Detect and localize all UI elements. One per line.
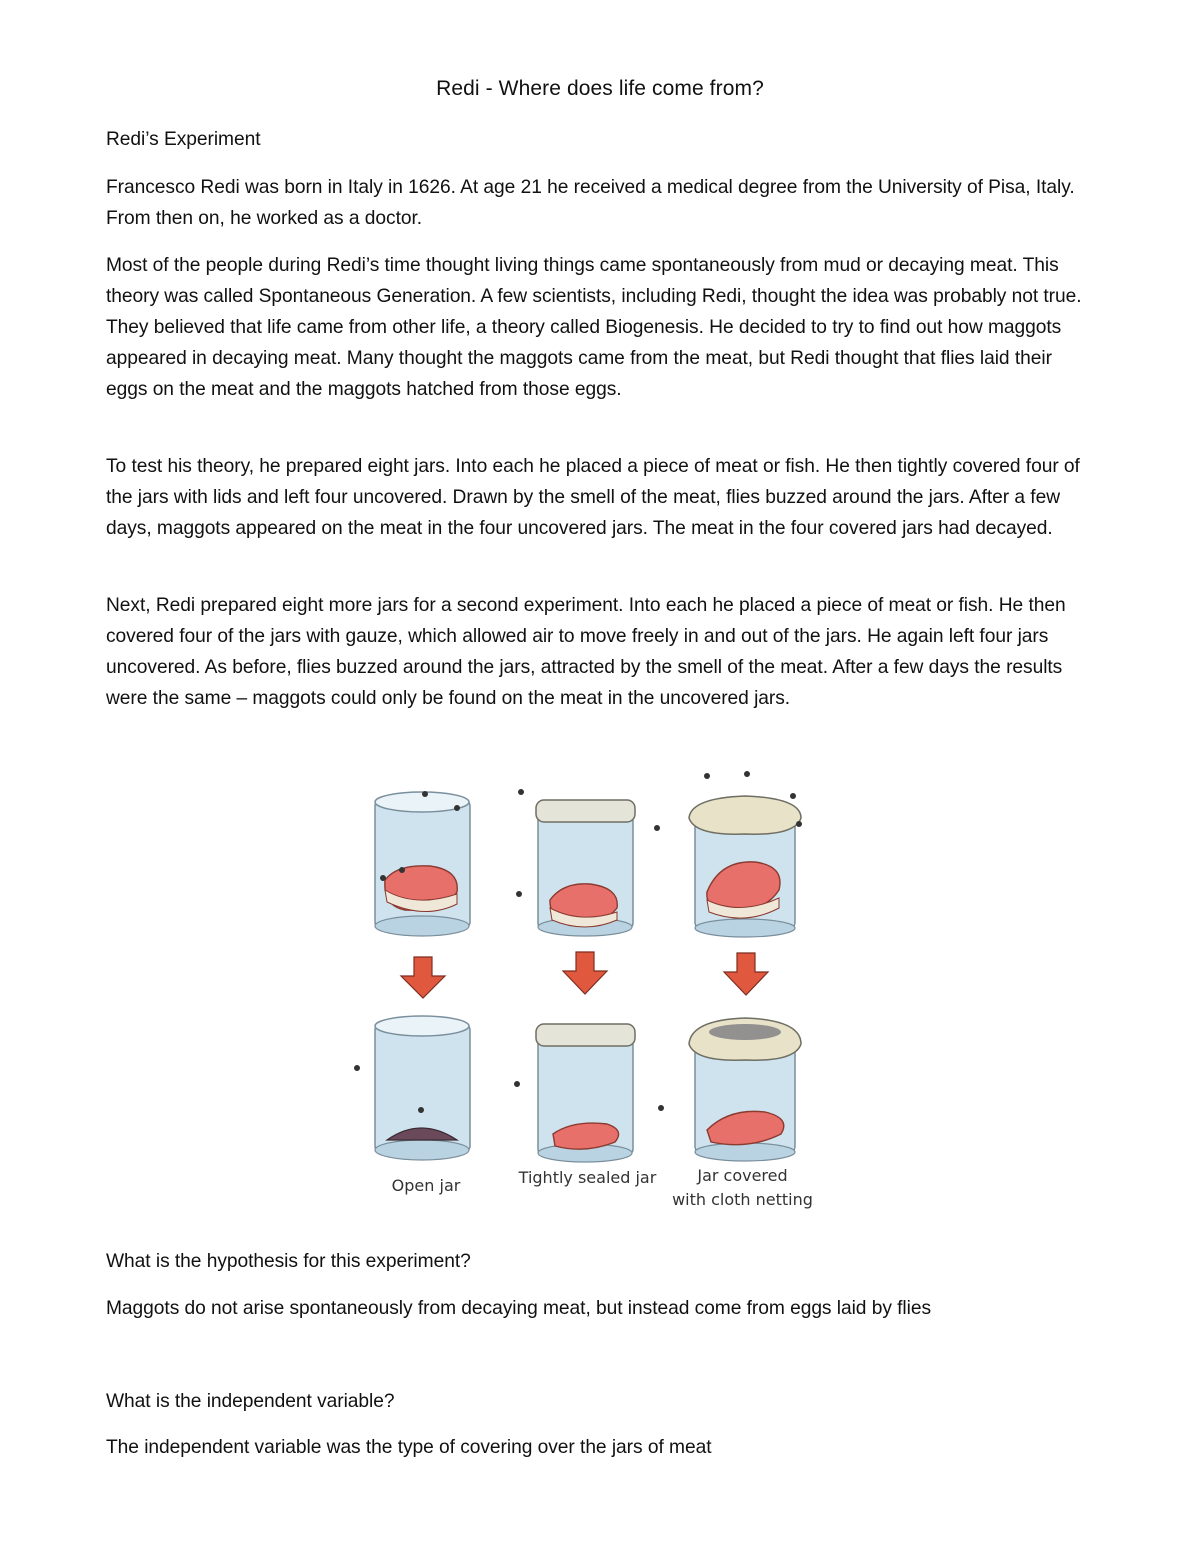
paragraph-text: Most of the people during Redi’s time thought living things came spontaneously from mud or decaying meat. This theory was called Spontaneous Generation. A few scientists, including Redi, thought the idea was probably not true. They believed that life came from other life, a theory called Biogenesis. He decided to try to find out how maggots appeared in decaying meat. Many thought the maggots came from the meat, but Redi thought that flies laid their eggs on the meat and the maggots hatched from those eggs. — [106, 255, 1082, 400]
open-jar-top — [375, 792, 470, 936]
down-arrow-icon — [563, 952, 607, 994]
question-independent-variable: What is the independent variable? — [106, 1391, 395, 1412]
lid-icon — [536, 800, 635, 822]
caption-cloth-jar-line1: Jar covered — [697, 1166, 788, 1185]
paragraph-4 — [106, 590, 1096, 714]
eggs-icon — [709, 1024, 781, 1040]
caption-open-jar: Open jar — [391, 1176, 461, 1195]
paragraph-3 — [106, 451, 1096, 544]
redi-experiment-illustration — [345, 762, 820, 1220]
answer-independent-variable: The independent variable was the type of covering over the jars of meat — [106, 1437, 712, 1458]
paragraph-text: Next, Redi prepared eight more jars for a second experiment. Into each he placed a piece of meat or fish. He then covered four of the jars with gauze, which allowed air to move freely in and out of the jars. He again left four jars uncovered. As before, flies buzzed around the jars, attracted by the smell of the meat. After a few days the results were the same – maggots could only be found on the meat in the uncovered jars. — [106, 595, 1066, 709]
question-hypothesis: What is the hypothesis for this experiment? — [106, 1251, 471, 1272]
cloth-jar-bottom — [689, 1018, 801, 1161]
sealed-jar-top — [536, 800, 635, 936]
arrow-icons — [401, 952, 768, 998]
answer-hypothesis: Maggots do not arise spontaneously from decaying meat, but instead come from eggs laid by flies — [106, 1298, 932, 1319]
jars-diagram — [345, 762, 820, 1220]
document-title: Redi - Where does life come from? — [436, 77, 764, 100]
open-jar-bottom — [375, 1016, 470, 1160]
paragraph-1 — [106, 172, 1096, 234]
caption-cloth-jar-line2: with cloth netting — [672, 1190, 813, 1209]
sealed-jar-bottom — [536, 1024, 635, 1162]
down-arrow-icon — [724, 953, 768, 995]
caption-sealed-jar: Tightly sealed jar — [518, 1168, 657, 1187]
paragraph-text: To test his theory, he prepared eight jars. Into each he placed a piece of meat or fish. He then tightly covered four of the jars with lids and left four uncovered. Drawn by the smell of the meat, flies buzzed around the jars. After a few days, maggots appeared on the meat in the four uncovered jars. The meat in the four covered jars had decayed. — [106, 456, 1080, 539]
cloth-netting-icon — [689, 796, 801, 834]
cloth-jar-top — [689, 796, 801, 937]
paragraph-2 — [106, 250, 1096, 405]
down-arrow-icon — [401, 957, 445, 998]
section-heading: Redi’s Experiment — [106, 129, 261, 150]
paragraph-text: Francesco Redi was born in Italy in 1626. At age 21 he received a medical degree from the University of Pisa, Italy. From then on, he worked as a doctor. — [106, 177, 1075, 229]
